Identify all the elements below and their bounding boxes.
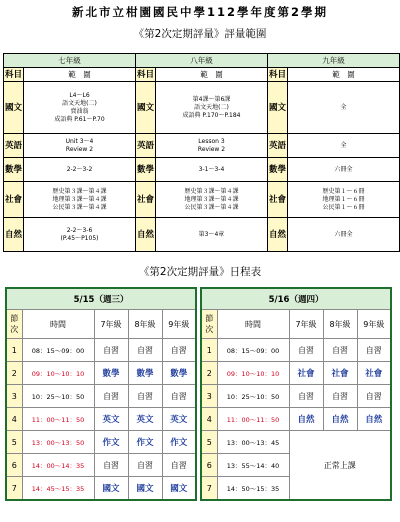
subject-cell: 英語 — [136, 134, 156, 158]
period-number: 5 — [201, 431, 217, 454]
period-number: 6 — [201, 454, 217, 477]
subject-cell: 英語 — [4, 134, 24, 158]
document-title: 新北市立柑園國民中學112學年度第2學期 — [71, 5, 328, 19]
period-number: 7 — [6, 477, 22, 501]
period-header: 節 次 — [6, 310, 22, 339]
subject-header: 科目 — [268, 69, 286, 80]
range-header: 範 圍 — [156, 68, 268, 82]
schedule-title: 《第2次定期評量》日程表 — [138, 266, 262, 278]
time-cell: 08：15～09：00 — [22, 339, 94, 362]
grade8-header: 8年級 — [128, 310, 162, 339]
normal-class-note: 正常上課 — [289, 431, 391, 501]
period-number: 1 — [6, 339, 22, 362]
exam-cell: 國文 — [128, 477, 162, 501]
range-cell: 六冊全 — [288, 158, 400, 182]
time-cell: 14：45～15：35 — [22, 477, 94, 501]
range-cell: 第3～4章 — [156, 218, 268, 252]
time-cell: 10：25～10：50 — [217, 385, 289, 408]
exam-cell: 自習 — [128, 339, 162, 362]
scope-title: 《第2次定期評量》評量範圍 — [133, 28, 267, 40]
subject-cell: 數學 — [136, 158, 156, 182]
grade-header: 八年級 — [136, 54, 268, 68]
grade-header: 九年級 — [268, 54, 400, 68]
range-cell: 全 — [288, 134, 400, 158]
grade9-header: 9年級 — [357, 310, 391, 339]
grade-header: 七年級 — [4, 54, 136, 68]
subject-cell: 社會 — [4, 182, 24, 218]
exam-cell: 自習 — [94, 454, 128, 477]
period-number: 5 — [6, 431, 22, 454]
range-cell: 2-2～3-2 — [24, 158, 136, 182]
exam-cell: 數學 — [162, 362, 196, 385]
time-cell: 09：10～10：10 — [217, 362, 289, 385]
time-cell: 08：15～09：00 — [217, 339, 289, 362]
exam-cell: 自然 — [357, 408, 391, 431]
exam-cell: 自習 — [323, 339, 357, 362]
exam-cell: 自習 — [357, 339, 391, 362]
exam-cell: 英文 — [128, 408, 162, 431]
range-cell: 2-2～3-6 (P.45～P105) — [24, 218, 136, 252]
range-cell: 全 — [288, 82, 400, 134]
exam-cell: 英文 — [162, 408, 196, 431]
subject-cell: 社會 — [268, 182, 288, 218]
exam-cell: 社會 — [323, 362, 357, 385]
exam-cell: 自習 — [162, 454, 196, 477]
scope-table-grade-9 — [267, 53, 400, 252]
time-cell: 11：00～11：50 — [22, 408, 94, 431]
exam-cell: 自習 — [323, 385, 357, 408]
period-number: 3 — [201, 385, 217, 408]
exam-cell: 自習 — [94, 385, 128, 408]
subject-cell: 社會 — [136, 182, 156, 218]
subject-cell: 數學 — [4, 158, 24, 182]
scope-table-grade-7 — [3, 53, 136, 252]
exam-cell: 自然 — [289, 408, 323, 431]
subject-cell: 自然 — [268, 218, 288, 252]
exam-cell: 自習 — [289, 339, 323, 362]
subject-cell: 國文 — [268, 82, 288, 134]
range-header: 範 圍 — [24, 68, 136, 82]
subject-header: 科目 — [4, 69, 22, 80]
exam-cell: 自習 — [162, 339, 196, 362]
time-cell: 13：55～14：40 — [217, 454, 289, 477]
subject-cell: 自然 — [136, 218, 156, 252]
time-cell: 13：00～13：50 — [22, 431, 94, 454]
grade7-header: 7年級 — [94, 310, 128, 339]
range-header: 範 圍 — [288, 68, 400, 82]
range-cell: 歷史第３課～第４課 地理第３課～第４課 公民第３課～第４課 — [156, 182, 268, 218]
exam-cell: 作文 — [94, 431, 128, 454]
subject-cell: 數學 — [268, 158, 288, 182]
period-number: 2 — [6, 362, 22, 385]
grade8-header: 8年級 — [323, 310, 357, 339]
exam-cell: 社會 — [289, 362, 323, 385]
period-number: 2 — [201, 362, 217, 385]
exam-cell: 自習 — [162, 385, 196, 408]
exam-cell: 自習 — [94, 339, 128, 362]
exam-cell: 英文 — [94, 408, 128, 431]
period-number: 4 — [6, 408, 22, 431]
time-cell: 13：00～13：45 — [217, 431, 289, 454]
exam-cell: 作文 — [162, 431, 196, 454]
period-number: 6 — [6, 454, 22, 477]
time-cell: 09：10～10：10 — [22, 362, 94, 385]
range-cell: Lesson 3 Review 2 — [156, 134, 268, 158]
exam-cell: 自習 — [128, 454, 162, 477]
period-header: 節 次 — [201, 310, 217, 339]
subject-cell: 國文 — [136, 82, 156, 134]
time-cell: 14：50～15：35 — [217, 477, 289, 501]
subject-header: 科目 — [136, 69, 154, 80]
date-header: 5/16（週四） — [201, 288, 391, 310]
exam-cell: 自然 — [323, 408, 357, 431]
time-cell: 10：25～10：50 — [22, 385, 94, 408]
range-cell: L4～L6 語文天地(二) 賣油翁 成語典 P.61～P.70 — [24, 82, 136, 134]
time-cell: 11：00～11：50 — [217, 408, 289, 431]
period-number: 4 — [201, 408, 217, 431]
exam-cell: 作文 — [128, 431, 162, 454]
schedule-table-day-2 — [200, 287, 392, 501]
exam-cell: 社會 — [357, 362, 391, 385]
subject-cell: 國文 — [4, 82, 24, 134]
exam-cell: 自習 — [128, 385, 162, 408]
range-cell: 歷史第１～６冊 地理第１～６冊 公民第１～６冊 — [288, 182, 400, 218]
scope-table-grade-8 — [135, 53, 268, 252]
exam-cell: 數學 — [128, 362, 162, 385]
period-number: 7 — [201, 477, 217, 501]
time-cell: 14：00～14：35 — [22, 454, 94, 477]
period-number: 3 — [6, 385, 22, 408]
range-cell: Unit 3～4 Review 2 — [24, 134, 136, 158]
grade7-header: 7年級 — [289, 310, 323, 339]
grade9-header: 9年級 — [162, 310, 196, 339]
subject-cell: 英語 — [268, 134, 288, 158]
subject-cell: 自然 — [4, 218, 24, 252]
range-cell: 六冊全 — [288, 218, 400, 252]
exam-cell: 數學 — [94, 362, 128, 385]
time-header: 時間 — [217, 310, 289, 339]
range-cell: 3-1～3-4 — [156, 158, 268, 182]
period-number: 1 — [201, 339, 217, 362]
date-header: 5/15（週三） — [6, 288, 196, 310]
exam-cell: 國文 — [94, 477, 128, 501]
range-cell: 歷史第３課～第４課 地理第３課～第４課 公民第３課～第４課 — [24, 182, 136, 218]
range-cell: 第4課～第6課 語文天地(二) 成語典 P.170～P.184 — [156, 82, 268, 134]
exam-cell: 國文 — [162, 477, 196, 501]
exam-cell: 自習 — [357, 385, 391, 408]
time-header: 時間 — [22, 310, 94, 339]
schedule-table-day-1 — [5, 287, 197, 501]
exam-cell: 自習 — [289, 385, 323, 408]
